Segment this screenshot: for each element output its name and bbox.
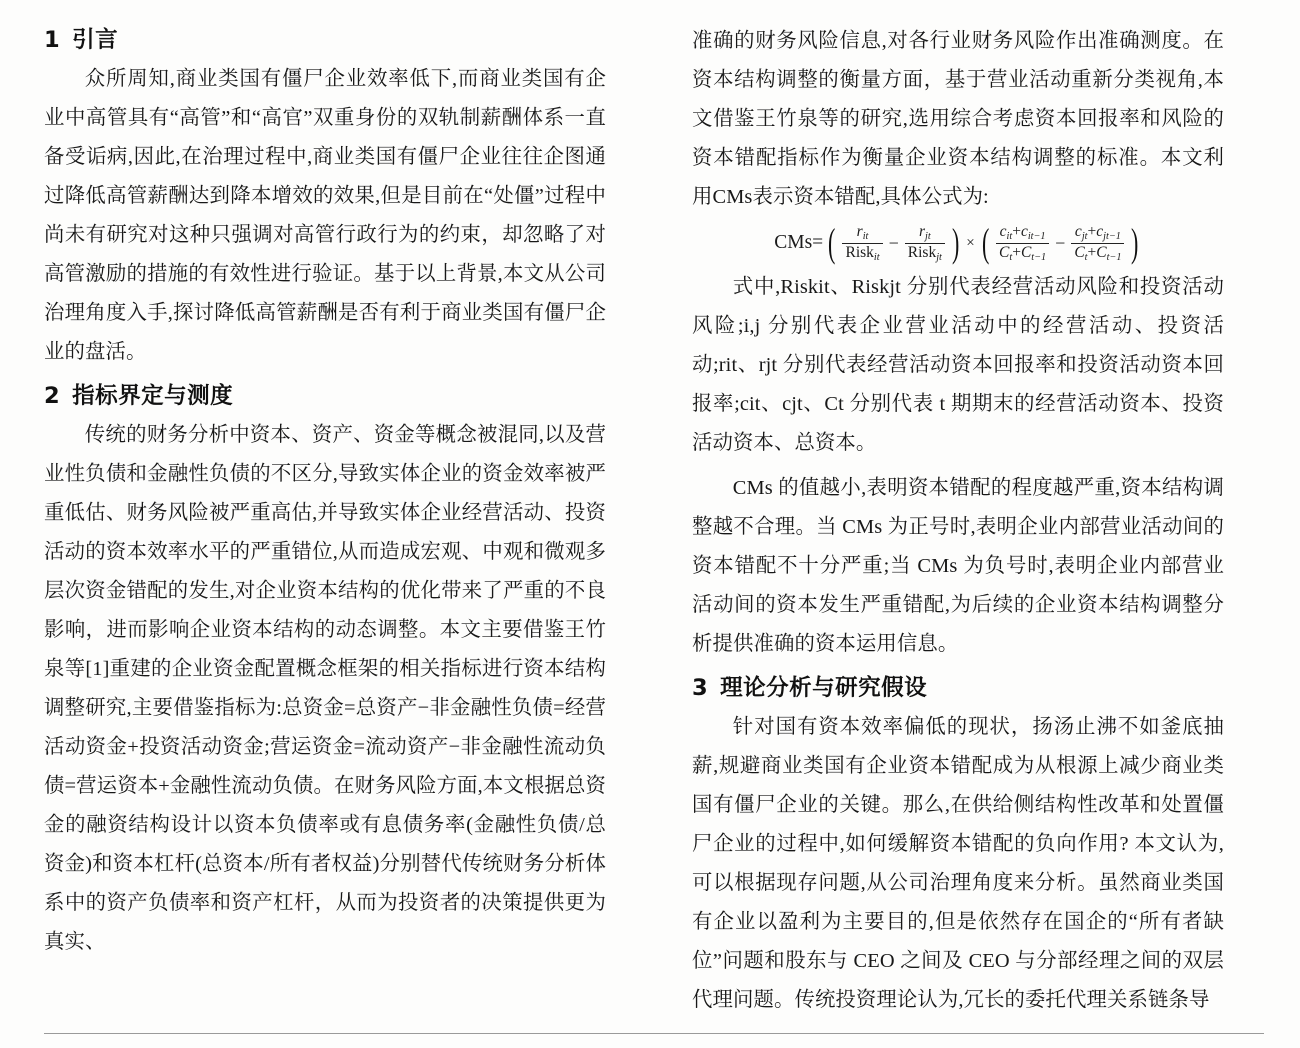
- section-title-1: 引言: [72, 27, 119, 53]
- paragraph-cms-meaning: CMs 的值越小,表明资本错配的程度越严重,资本结构调整越不合理。当 CMs 为正号时,表明企业内部营业活动间的资本错配不十分严重;当 CMs 为负号时,表明企业内部营业活动间的资本发生严重错配,为后续的企业资本结构调整分析提供准确的资本运用信息。: [692, 476, 1224, 655]
- formula-group-2: [993, 223, 1127, 264]
- fraction-cit-sum: [996, 223, 1049, 264]
- operator-multiply: ×: [966, 234, 975, 251]
- section-heading-1: [44, 22, 606, 54]
- formula-expression: [774, 220, 1142, 266]
- section-title-3: 理论分析与研究假设: [720, 674, 928, 701]
- section-number-1: 1: [44, 27, 61, 53]
- section-number-2: 2: [44, 383, 61, 409]
- section-heading-3: [692, 670, 1224, 702]
- paren-close-1: ): [951, 220, 960, 266]
- paragraph-theory: 针对国有资本效率偏低的现状，扬汤止沸不如釜底抽薪,规避商业类国有企业资本错配成为从根源上减少商业类国有僵尸企业的关键。那么,在供给侧结构性改革和处置僵尸企业的过程中,如何缓解资本错配的负向作用? 本文认为,可以根据现存问题,从公司治理角度来分析。虽然商业类国有企业以盈利为主要目的,但是依然存在国企的“所有者缺位”问题和股东与 CEO 之间及 CEO 与分部经理之间的双层代理问题。传统投资理论认为,冗长的委托代理关系链条导: [692, 715, 1224, 1011]
- two-column-layout: [44, 22, 1264, 1028]
- paragraph-formula-explanation: 式中,Riskit、Riskjt 分别代表经营活动风险和投资活动风险;i,j 分别代表企业营业活动中的经营活动、投资活动;rit、rjt 分别代表经营活动资本回报率和投资活动资本回报率;cit、cjt、Ct 分别代表 t 期期末的经营活动资本、投资活动资本、总资本。: [692, 275, 1224, 454]
- paragraph-lead-tail: 表示资本错配,具体公式为:: [752, 186, 989, 208]
- fraction-denominator: Risk$_{it}$: [842, 243, 882, 264]
- inline-symbol-cms: CMs: [712, 186, 753, 208]
- section-title-2: 指标界定与测度: [72, 383, 234, 409]
- paragraph-lead: [692, 22, 1224, 217]
- fraction-denominator: $C_t+C_{t-1}$: [1071, 243, 1124, 264]
- formula-lhs: CMs=: [774, 232, 824, 254]
- fraction-r-it-risk-it: [842, 223, 882, 264]
- formula-cms: [692, 220, 1224, 266]
- paren-close-2: ): [1131, 220, 1139, 266]
- fraction-numerator: $c_{it}+c_{it-1}$: [999, 223, 1046, 242]
- fraction-numerator: $r_{it}$: [856, 223, 869, 242]
- formula-group-1: [839, 223, 947, 264]
- paragraph-lead-text: 准确的财务风险信息,对各行业财务风险作出准确测度。在资本结构调整的衡量方面，基于营业活动重新分类视角,本文借鉴王竹泉等的研究,选用综合考虑资本回报率和风险的资本错配指标作为衡量企业资本结构调整的标准。本文利用: [692, 30, 1224, 208]
- operator-minus-2: −: [1055, 232, 1066, 253]
- fraction-numerator: $c_{jt}+c_{jt-1}$: [1074, 223, 1121, 242]
- section-heading-2: [44, 378, 606, 410]
- section-number-3: 3: [692, 674, 709, 701]
- operator-minus-1: −: [888, 232, 899, 253]
- fraction-denominator: Risk$_{jt}$: [905, 243, 945, 264]
- paren-open-2: (: [981, 220, 990, 266]
- right-column: [634, 22, 1224, 1028]
- fraction-numerator: $r_{jt}$: [918, 223, 931, 242]
- fraction-denominator: $C_t+C_{t-1}$: [996, 243, 1049, 264]
- page-footer-rule: [44, 1033, 1264, 1034]
- paragraph-indicators: 传统的财务分析中资本、资产、资金等概念被混同,以及营业性负债和金融性负债的不区分,导致实体企业的资金效率被严重低估、财务风险被严重高估,并导致实体企业经营活动、投资活动的资本效率水平的严重错位,从而造成宏观、中观和微观多层次资金错配的发生,对企业资本结构的优化带来了严重的不良影响，进而影响企业资本结构的动态调整。本文主要借鉴王竹泉等[1]重建的企业资金配置概念框架的相关指标进行资本结构调整研究,主要借鉴指标为:总资金=总资产−非金融性负债=经营活动资金+投资活动资金;营运资金=流动资产−非金融性流动负债=营运资本+金融性流动负债。在财务风险方面,本文根据总资金的融资结构设计以资本负债率或有息债务率(金融性负债/总资金)和资本杠杆(总资本/所有者权益)分别替代传统财务分析体系中的资产负债率和资产杠杆，从而为投资者的决策提供更为真实、: [44, 424, 606, 953]
- fraction-r-jt-risk-jt: [905, 223, 945, 264]
- fraction-cjt-sum: [1071, 223, 1124, 264]
- left-column: [44, 22, 634, 1028]
- paren-open-1: (: [828, 220, 836, 266]
- paragraph-intro: 众所周知,商业类国有僵尸企业效率低下,而商业类国有企业中高管具有“高管”和“高官”双重身份的双轨制薪酬体系一直备受诟病,因此,在治理过程中,商业类国有僵尸企业往往企图通过降低高管薪酬达到降本增效的效果,但是目前在“处僵”过程中尚未有研究对这种只强调对高管行政行为的约束，却忽略了对高管激励的措施的有效性进行验证。基于以上背景,本文从公司治理角度入手,探讨降低高管薪酬是否有利于商业类国有僵尸企业的盘活。: [44, 68, 606, 363]
